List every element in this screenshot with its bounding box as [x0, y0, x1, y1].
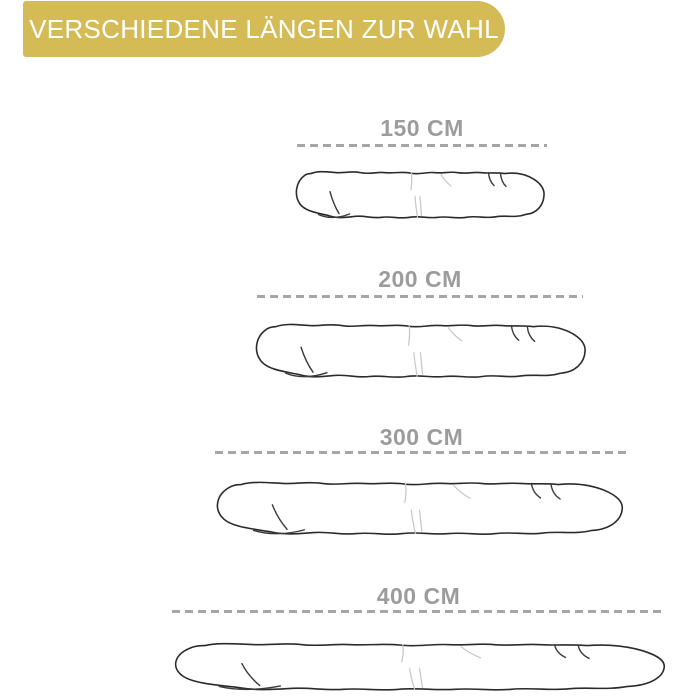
- size-label-200: 200 CM: [378, 266, 462, 292]
- measure-dash-line-300: [215, 451, 628, 454]
- measure-dash-line-200: [257, 295, 583, 298]
- measure-dash-line-400: [172, 610, 665, 613]
- bed-snake-illustration-200: [248, 318, 593, 383]
- measure-dash-line-150: [297, 144, 547, 147]
- bed-snake-illustration-300: [207, 476, 632, 540]
- size-label-400: 400 CM: [376, 583, 461, 609]
- size-label-150: 150 CM: [380, 115, 464, 141]
- bed-snake-illustration-400: [163, 638, 676, 695]
- size-label-300: 300 CM: [379, 424, 464, 450]
- bed-snake-illustration-150: [290, 166, 550, 223]
- header-banner-label: VERSCHIEDENE LÄNGEN ZUR WAHL: [29, 13, 499, 44]
- header-banner: [23, 1, 505, 57]
